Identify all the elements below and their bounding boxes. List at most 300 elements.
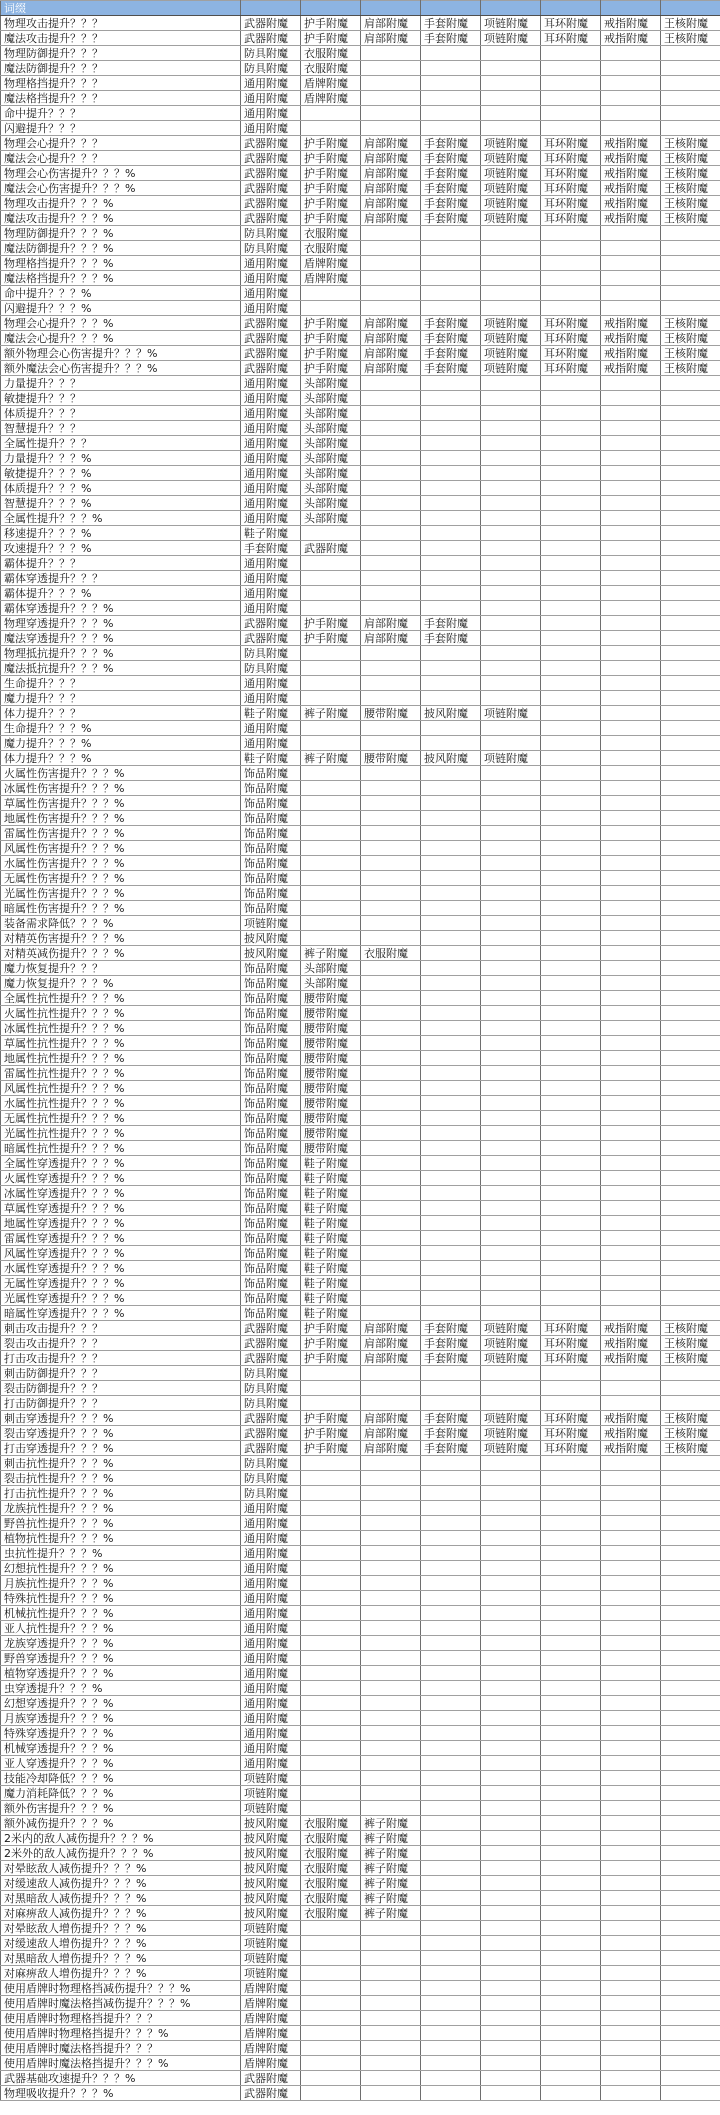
enchant-slot-cell[interactable]: 王核附魔 xyxy=(661,166,720,181)
empty-cell[interactable] xyxy=(481,1846,541,1861)
enchant-slot-cell[interactable]: 项链附魔 xyxy=(241,1921,301,1936)
empty-cell[interactable] xyxy=(481,931,541,946)
affix-name-cell[interactable]: 刺击抗性提升？？？% xyxy=(1,1456,241,1471)
affix-name-cell[interactable]: 全属性穿透提升？？？% xyxy=(1,1156,241,1171)
enchant-slot-cell[interactable]: 饰品附魔 xyxy=(241,841,301,856)
affix-name-cell[interactable]: 打击防御提升？？？ xyxy=(1,1396,241,1411)
empty-cell[interactable] xyxy=(661,1861,720,1876)
empty-cell[interactable] xyxy=(361,91,421,106)
enchant-slot-cell[interactable]: 衣服附魔 xyxy=(301,1831,361,1846)
empty-cell[interactable] xyxy=(601,961,661,976)
enchant-slot-cell[interactable]: 饰品附魔 xyxy=(241,961,301,976)
enchant-slot-cell[interactable]: 饰品附魔 xyxy=(241,1291,301,1306)
empty-cell[interactable] xyxy=(361,961,421,976)
empty-cell[interactable] xyxy=(481,511,541,526)
empty-cell[interactable] xyxy=(421,406,481,421)
empty-cell[interactable] xyxy=(481,676,541,691)
empty-cell[interactable] xyxy=(421,1051,481,1066)
enchant-slot-cell[interactable]: 耳环附魔 xyxy=(541,151,601,166)
empty-cell[interactable] xyxy=(481,1171,541,1186)
enchant-slot-cell[interactable]: 耳环附魔 xyxy=(541,1351,601,1366)
empty-cell[interactable] xyxy=(541,1171,601,1186)
empty-cell[interactable] xyxy=(361,421,421,436)
enchant-slot-cell[interactable]: 王核附魔 xyxy=(661,1426,720,1441)
enchant-slot-cell[interactable]: 王核附魔 xyxy=(661,361,720,376)
empty-cell[interactable] xyxy=(661,1546,720,1561)
empty-cell[interactable] xyxy=(421,2041,481,2056)
empty-cell[interactable] xyxy=(361,541,421,556)
affix-name-cell[interactable]: 裂击穿透提升？？？% xyxy=(1,1426,241,1441)
enchant-slot-cell[interactable]: 武器附魔 xyxy=(241,1411,301,1426)
empty-cell[interactable] xyxy=(421,1111,481,1126)
empty-cell[interactable] xyxy=(301,1636,361,1651)
empty-cell[interactable] xyxy=(421,676,481,691)
empty-cell[interactable] xyxy=(541,1546,601,1561)
empty-cell[interactable] xyxy=(661,1891,720,1906)
enchant-slot-cell[interactable]: 武器附魔 xyxy=(241,2086,301,2101)
empty-cell[interactable] xyxy=(601,1246,661,1261)
enchant-slot-cell[interactable]: 盾牌附魔 xyxy=(241,2026,301,2041)
empty-cell[interactable] xyxy=(421,2071,481,2086)
enchant-slot-cell[interactable]: 裤子附魔 xyxy=(361,1816,421,1831)
empty-cell[interactable] xyxy=(541,1606,601,1621)
enchant-slot-cell[interactable]: 通用附魔 xyxy=(241,466,301,481)
enchant-slot-cell[interactable]: 耳环附魔 xyxy=(541,1426,601,1441)
empty-cell[interactable] xyxy=(421,1531,481,1546)
empty-cell[interactable] xyxy=(661,1111,720,1126)
empty-cell[interactable] xyxy=(301,1366,361,1381)
affix-name-cell[interactable]: 体质提升？？？ xyxy=(1,406,241,421)
enchant-slot-cell[interactable]: 戒指附魔 xyxy=(601,1336,661,1351)
empty-cell[interactable] xyxy=(481,1786,541,1801)
empty-cell[interactable] xyxy=(541,856,601,871)
empty-cell[interactable] xyxy=(421,1966,481,1981)
empty-cell[interactable] xyxy=(481,61,541,76)
enchant-slot-cell[interactable]: 通用附魔 xyxy=(241,1516,301,1531)
affix-name-cell[interactable]: 魔法会心伤害提升？？？% xyxy=(1,181,241,196)
enchant-slot-cell[interactable]: 通用附魔 xyxy=(241,376,301,391)
empty-cell[interactable] xyxy=(361,61,421,76)
empty-cell[interactable] xyxy=(361,1396,421,1411)
enchant-slot-cell[interactable]: 项链附魔 xyxy=(481,346,541,361)
empty-cell[interactable] xyxy=(541,751,601,766)
enchant-slot-cell[interactable]: 武器附魔 xyxy=(241,136,301,151)
empty-cell[interactable] xyxy=(361,841,421,856)
empty-cell[interactable] xyxy=(601,1756,661,1771)
enchant-slot-cell[interactable]: 通用附魔 xyxy=(241,76,301,91)
empty-cell[interactable] xyxy=(301,601,361,616)
empty-cell[interactable] xyxy=(361,301,421,316)
enchant-slot-cell[interactable]: 项链附魔 xyxy=(481,1321,541,1336)
empty-cell[interactable] xyxy=(541,1021,601,1036)
empty-cell[interactable] xyxy=(661,541,720,556)
enchant-slot-cell[interactable]: 肩部附魔 xyxy=(361,1426,421,1441)
enchant-slot-cell[interactable]: 耳环附魔 xyxy=(541,211,601,226)
empty-cell[interactable] xyxy=(661,481,720,496)
empty-cell[interactable] xyxy=(481,1006,541,1021)
empty-cell[interactable] xyxy=(541,826,601,841)
enchant-slot-cell[interactable]: 戒指附魔 xyxy=(601,1411,661,1426)
empty-cell[interactable] xyxy=(361,766,421,781)
enchant-slot-cell[interactable]: 通用附魔 xyxy=(241,1651,301,1666)
empty-cell[interactable] xyxy=(541,1066,601,1081)
empty-cell[interactable] xyxy=(481,1546,541,1561)
empty-cell[interactable] xyxy=(361,901,421,916)
enchant-slot-cell[interactable]: 饰品附魔 xyxy=(241,991,301,1006)
empty-cell[interactable] xyxy=(661,1516,720,1531)
affix-name-cell[interactable]: 月族穿透提升？？？% xyxy=(1,1711,241,1726)
empty-cell[interactable] xyxy=(481,1396,541,1411)
empty-cell[interactable] xyxy=(361,2086,421,2101)
affix-name-cell[interactable]: 魔法防御提升？？？% xyxy=(1,241,241,256)
empty-cell[interactable] xyxy=(421,976,481,991)
enchant-slot-cell[interactable]: 腰带附魔 xyxy=(301,1066,361,1081)
empty-cell[interactable] xyxy=(601,661,661,676)
affix-name-cell[interactable]: 特殊穿透提升？？？% xyxy=(1,1726,241,1741)
affix-name-cell[interactable]: 暗属性穿透提升？？？% xyxy=(1,1306,241,1321)
empty-cell[interactable] xyxy=(661,511,720,526)
empty-cell[interactable] xyxy=(301,2056,361,2071)
empty-cell[interactable] xyxy=(481,1216,541,1231)
empty-cell[interactable] xyxy=(361,916,421,931)
enchant-slot-cell[interactable]: 武器附魔 xyxy=(241,31,301,46)
empty-cell[interactable] xyxy=(541,376,601,391)
empty-cell[interactable] xyxy=(601,1366,661,1381)
empty-cell[interactable] xyxy=(361,1621,421,1636)
empty-cell[interactable] xyxy=(361,1636,421,1651)
enchant-slot-cell[interactable]: 手套附魔 xyxy=(421,16,481,31)
empty-cell[interactable] xyxy=(361,1756,421,1771)
empty-cell[interactable] xyxy=(541,1246,601,1261)
empty-cell[interactable] xyxy=(661,2086,720,2101)
affix-name-cell[interactable]: 命中提升？？？% xyxy=(1,286,241,301)
enchant-slot-cell[interactable]: 披风附魔 xyxy=(241,1891,301,1906)
empty-cell[interactable] xyxy=(541,526,601,541)
empty-cell[interactable] xyxy=(421,1666,481,1681)
empty-cell[interactable] xyxy=(301,826,361,841)
empty-cell[interactable] xyxy=(421,1501,481,1516)
empty-cell[interactable] xyxy=(361,1156,421,1171)
empty-cell[interactable] xyxy=(661,391,720,406)
empty-cell[interactable] xyxy=(481,886,541,901)
enchant-slot-cell[interactable]: 饰品附魔 xyxy=(241,1261,301,1276)
affix-name-cell[interactable]: 魔法抵抗提升？？？% xyxy=(1,661,241,676)
enchant-slot-cell[interactable]: 饰品附魔 xyxy=(241,1141,301,1156)
empty-cell[interactable] xyxy=(301,2086,361,2101)
empty-cell[interactable] xyxy=(421,1171,481,1186)
affix-name-cell[interactable]: 魔力提升？？？% xyxy=(1,736,241,751)
header-cell[interactable] xyxy=(241,1,301,16)
enchant-slot-cell[interactable]: 武器附魔 xyxy=(241,166,301,181)
empty-cell[interactable] xyxy=(661,1006,720,1021)
empty-cell[interactable] xyxy=(361,466,421,481)
empty-cell[interactable] xyxy=(661,526,720,541)
affix-name-cell[interactable]: 魔法防御提升？？？ xyxy=(1,61,241,76)
enchant-slot-cell[interactable]: 护手附魔 xyxy=(301,331,361,346)
empty-cell[interactable] xyxy=(481,1576,541,1591)
enchant-slot-cell[interactable]: 腰带附魔 xyxy=(301,1141,361,1156)
empty-cell[interactable] xyxy=(601,1786,661,1801)
empty-cell[interactable] xyxy=(481,1996,541,2011)
empty-cell[interactable] xyxy=(481,1561,541,1576)
empty-cell[interactable] xyxy=(301,841,361,856)
empty-cell[interactable] xyxy=(361,811,421,826)
empty-cell[interactable] xyxy=(541,1006,601,1021)
empty-cell[interactable] xyxy=(361,601,421,616)
empty-cell[interactable] xyxy=(301,2071,361,2086)
empty-cell[interactable] xyxy=(601,61,661,76)
empty-cell[interactable] xyxy=(361,46,421,61)
enchant-slot-cell[interactable]: 肩部附魔 xyxy=(361,166,421,181)
enchant-slot-cell[interactable]: 耳环附魔 xyxy=(541,331,601,346)
enchant-slot-cell[interactable]: 通用附魔 xyxy=(241,1576,301,1591)
empty-cell[interactable] xyxy=(361,76,421,91)
empty-cell[interactable] xyxy=(301,2026,361,2041)
empty-cell[interactable] xyxy=(601,1726,661,1741)
empty-cell[interactable] xyxy=(601,1591,661,1606)
empty-cell[interactable] xyxy=(661,1381,720,1396)
empty-cell[interactable] xyxy=(601,751,661,766)
empty-cell[interactable] xyxy=(481,46,541,61)
empty-cell[interactable] xyxy=(661,2071,720,2086)
empty-cell[interactable] xyxy=(541,1711,601,1726)
header-cell[interactable] xyxy=(481,1,541,16)
empty-cell[interactable] xyxy=(301,1396,361,1411)
empty-cell[interactable] xyxy=(661,241,720,256)
enchant-slot-cell[interactable]: 护手附魔 xyxy=(301,31,361,46)
enchant-slot-cell[interactable]: 鞋子附魔 xyxy=(301,1186,361,1201)
empty-cell[interactable] xyxy=(421,2056,481,2071)
empty-cell[interactable] xyxy=(661,1996,720,2011)
affix-name-cell[interactable]: 额外减伤提升？？？% xyxy=(1,1816,241,1831)
empty-cell[interactable] xyxy=(421,886,481,901)
empty-cell[interactable] xyxy=(661,556,720,571)
affix-name-cell[interactable]: 移速提升？？？% xyxy=(1,526,241,541)
empty-cell[interactable] xyxy=(601,226,661,241)
enchant-slot-cell[interactable]: 戒指附魔 xyxy=(601,151,661,166)
empty-cell[interactable] xyxy=(661,1366,720,1381)
empty-cell[interactable] xyxy=(481,1531,541,1546)
empty-cell[interactable] xyxy=(421,736,481,751)
empty-cell[interactable] xyxy=(661,811,720,826)
affix-name-cell[interactable]: 使用盾牌时魔法格挡减伤提升？？？% xyxy=(1,1996,241,2011)
empty-cell[interactable] xyxy=(541,436,601,451)
empty-cell[interactable] xyxy=(481,2056,541,2071)
affix-name-cell[interactable]: 对黑暗敌人增伤提升？？？% xyxy=(1,1951,241,1966)
empty-cell[interactable] xyxy=(361,286,421,301)
empty-cell[interactable] xyxy=(541,1786,601,1801)
enchant-slot-cell[interactable]: 肩部附魔 xyxy=(361,616,421,631)
enchant-slot-cell[interactable]: 肩部附魔 xyxy=(361,196,421,211)
empty-cell[interactable] xyxy=(421,1306,481,1321)
empty-cell[interactable] xyxy=(601,991,661,1006)
empty-cell[interactable] xyxy=(481,391,541,406)
empty-cell[interactable] xyxy=(481,1021,541,1036)
empty-cell[interactable] xyxy=(541,601,601,616)
empty-cell[interactable] xyxy=(541,721,601,736)
empty-cell[interactable] xyxy=(481,1156,541,1171)
empty-cell[interactable] xyxy=(361,376,421,391)
empty-cell[interactable] xyxy=(481,661,541,676)
empty-cell[interactable] xyxy=(481,1936,541,1951)
empty-cell[interactable] xyxy=(421,1936,481,1951)
empty-cell[interactable] xyxy=(301,1981,361,1996)
affix-name-cell[interactable]: 对缓速敌人增伤提升？？？% xyxy=(1,1936,241,1951)
empty-cell[interactable] xyxy=(301,1651,361,1666)
empty-cell[interactable] xyxy=(481,991,541,1006)
empty-cell[interactable] xyxy=(421,1711,481,1726)
empty-cell[interactable] xyxy=(661,1246,720,1261)
empty-cell[interactable] xyxy=(661,781,720,796)
empty-cell[interactable] xyxy=(481,1816,541,1831)
empty-cell[interactable] xyxy=(661,856,720,871)
empty-cell[interactable] xyxy=(301,1561,361,1576)
enchant-slot-cell[interactable]: 裤子附魔 xyxy=(361,1906,421,1921)
empty-cell[interactable] xyxy=(541,1276,601,1291)
empty-cell[interactable] xyxy=(601,871,661,886)
empty-cell[interactable] xyxy=(421,811,481,826)
enchant-slot-cell[interactable]: 武器附魔 xyxy=(301,541,361,556)
empty-cell[interactable] xyxy=(481,781,541,796)
empty-cell[interactable] xyxy=(601,1486,661,1501)
affix-name-cell[interactable]: 暗属性伤害提升？？？% xyxy=(1,901,241,916)
empty-cell[interactable] xyxy=(421,526,481,541)
affix-name-cell[interactable]: 物理攻击提升？？？% xyxy=(1,196,241,211)
empty-cell[interactable] xyxy=(361,511,421,526)
enchant-slot-cell[interactable]: 防具附魔 xyxy=(241,1456,301,1471)
empty-cell[interactable] xyxy=(601,631,661,646)
empty-cell[interactable] xyxy=(661,1846,720,1861)
empty-cell[interactable] xyxy=(661,1156,720,1171)
affix-name-cell[interactable]: 冰属性伤害提升？？？% xyxy=(1,781,241,796)
enchant-slot-cell[interactable]: 护手附魔 xyxy=(301,1441,361,1456)
empty-cell[interactable] xyxy=(541,661,601,676)
enchant-slot-cell[interactable]: 头部附魔 xyxy=(301,436,361,451)
enchant-slot-cell[interactable]: 鞋子附魔 xyxy=(241,706,301,721)
empty-cell[interactable] xyxy=(421,841,481,856)
empty-cell[interactable] xyxy=(361,1681,421,1696)
empty-cell[interactable] xyxy=(301,1771,361,1786)
empty-cell[interactable] xyxy=(541,1261,601,1276)
empty-cell[interactable] xyxy=(661,1741,720,1756)
enchant-slot-cell[interactable]: 通用附魔 xyxy=(241,286,301,301)
empty-cell[interactable] xyxy=(661,2011,720,2026)
enchant-slot-cell[interactable]: 头部附魔 xyxy=(301,511,361,526)
empty-cell[interactable] xyxy=(481,1951,541,1966)
empty-cell[interactable] xyxy=(421,1621,481,1636)
empty-cell[interactable] xyxy=(301,766,361,781)
affix-name-cell[interactable]: 2米内的敌人减伤提升？？？% xyxy=(1,1831,241,1846)
enchant-slot-cell[interactable]: 通用附魔 xyxy=(241,736,301,751)
empty-cell[interactable] xyxy=(661,46,720,61)
enchant-slot-cell[interactable]: 肩部附魔 xyxy=(361,331,421,346)
empty-cell[interactable] xyxy=(661,841,720,856)
enchant-slot-cell[interactable]: 武器附魔 xyxy=(241,316,301,331)
empty-cell[interactable] xyxy=(421,661,481,676)
enchant-slot-cell[interactable]: 饰品附魔 xyxy=(241,796,301,811)
empty-cell[interactable] xyxy=(481,901,541,916)
enchant-slot-cell[interactable]: 项链附魔 xyxy=(481,1411,541,1426)
empty-cell[interactable] xyxy=(361,1216,421,1231)
enchant-slot-cell[interactable]: 通用附魔 xyxy=(241,601,301,616)
affix-name-cell[interactable]: 全属性抗性提升？？？% xyxy=(1,991,241,1006)
empty-cell[interactable] xyxy=(361,886,421,901)
affix-name-cell[interactable]: 虫抗性提升？？？% xyxy=(1,1546,241,1561)
empty-cell[interactable] xyxy=(361,1996,421,2011)
enchant-slot-cell[interactable]: 手套附魔 xyxy=(421,181,481,196)
empty-cell[interactable] xyxy=(301,1696,361,1711)
affix-name-cell[interactable]: 魔力恢复提升？？？ xyxy=(1,961,241,976)
empty-cell[interactable] xyxy=(361,1711,421,1726)
empty-cell[interactable] xyxy=(541,1696,601,1711)
affix-name-cell[interactable]: 对麻痹敌人增伤提升？？？% xyxy=(1,1966,241,1981)
enchant-slot-cell[interactable]: 耳环附魔 xyxy=(541,1411,601,1426)
empty-cell[interactable] xyxy=(361,556,421,571)
affix-name-cell[interactable]: 光属性抗性提升？？？% xyxy=(1,1126,241,1141)
enchant-slot-cell[interactable]: 护手附魔 xyxy=(301,346,361,361)
empty-cell[interactable] xyxy=(421,1366,481,1381)
empty-cell[interactable] xyxy=(601,481,661,496)
empty-cell[interactable] xyxy=(541,1111,601,1126)
empty-cell[interactable] xyxy=(661,1531,720,1546)
empty-cell[interactable] xyxy=(421,91,481,106)
empty-cell[interactable] xyxy=(361,1081,421,1096)
enchant-slot-cell[interactable]: 项链附魔 xyxy=(241,916,301,931)
empty-cell[interactable] xyxy=(361,781,421,796)
empty-cell[interactable] xyxy=(481,121,541,136)
empty-cell[interactable] xyxy=(421,541,481,556)
empty-cell[interactable] xyxy=(661,1501,720,1516)
enchant-slot-cell[interactable]: 戒指附魔 xyxy=(601,31,661,46)
empty-cell[interactable] xyxy=(541,1486,601,1501)
affix-name-cell[interactable]: 武器基础攻速提升？？？% xyxy=(1,2071,241,2086)
empty-cell[interactable] xyxy=(481,796,541,811)
empty-cell[interactable] xyxy=(601,46,661,61)
empty-cell[interactable] xyxy=(661,1666,720,1681)
empty-cell[interactable] xyxy=(661,1801,720,1816)
enchant-slot-cell[interactable]: 披风附魔 xyxy=(241,931,301,946)
empty-cell[interactable] xyxy=(601,1771,661,1786)
empty-cell[interactable] xyxy=(661,1936,720,1951)
empty-cell[interactable] xyxy=(601,2011,661,2026)
empty-cell[interactable] xyxy=(541,466,601,481)
enchant-slot-cell[interactable]: 裤子附魔 xyxy=(301,946,361,961)
empty-cell[interactable] xyxy=(601,1141,661,1156)
empty-cell[interactable] xyxy=(481,2086,541,2101)
empty-cell[interactable] xyxy=(601,1171,661,1186)
empty-cell[interactable] xyxy=(421,1831,481,1846)
affix-name-cell[interactable]: 物理会心伤害提升？？？% xyxy=(1,166,241,181)
enchant-slot-cell[interactable]: 肩部附魔 xyxy=(361,631,421,646)
enchant-slot-cell[interactable]: 鞋子附魔 xyxy=(301,1156,361,1171)
empty-cell[interactable] xyxy=(601,646,661,661)
empty-cell[interactable] xyxy=(661,1831,720,1846)
empty-cell[interactable] xyxy=(481,241,541,256)
affix-name-cell[interactable]: 打击穿透提升？？？% xyxy=(1,1441,241,1456)
empty-cell[interactable] xyxy=(601,1981,661,1996)
empty-cell[interactable] xyxy=(661,721,720,736)
empty-cell[interactable] xyxy=(421,556,481,571)
empty-cell[interactable] xyxy=(541,1291,601,1306)
empty-cell[interactable] xyxy=(661,991,720,1006)
empty-cell[interactable] xyxy=(601,1516,661,1531)
enchant-slot-cell[interactable]: 王核附魔 xyxy=(661,1351,720,1366)
enchant-slot-cell[interactable]: 武器附魔 xyxy=(241,1426,301,1441)
empty-cell[interactable] xyxy=(481,1471,541,1486)
empty-cell[interactable] xyxy=(481,1291,541,1306)
empty-cell[interactable] xyxy=(541,1531,601,1546)
enchant-slot-cell[interactable]: 武器附魔 xyxy=(241,181,301,196)
